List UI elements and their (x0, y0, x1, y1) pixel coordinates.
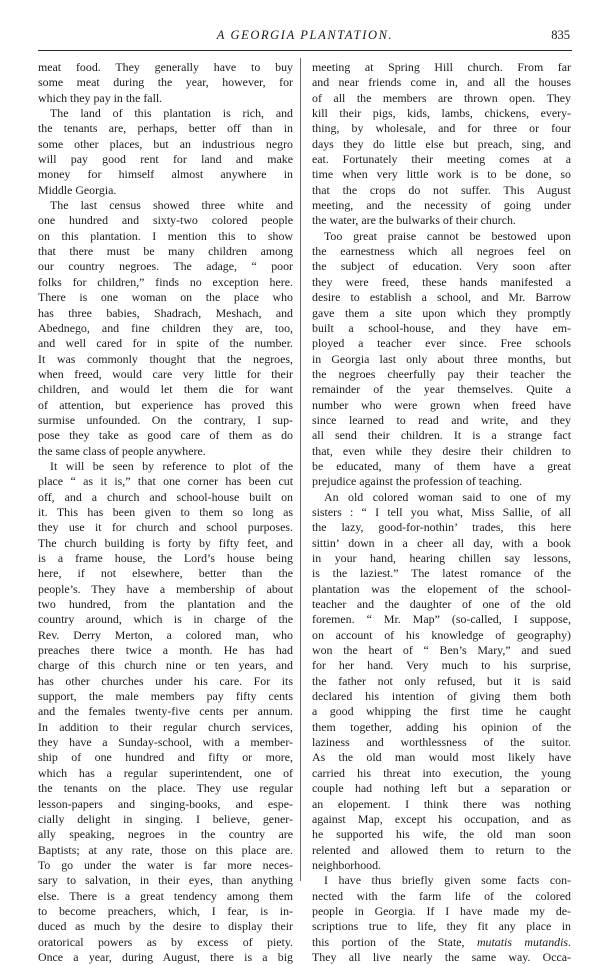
text-line: Too great praise cannot be bestowed upon (324, 228, 571, 243)
text-line: some other places, but an industrious negro (38, 136, 293, 151)
text-line: declared his intention of giving them both (312, 689, 571, 704)
text-line: desire to establish a school, and Mr. Barrow (312, 290, 571, 305)
text-line: carried his threat into execution, the young (312, 765, 571, 780)
text-line: all send their children. It is a strange fact (312, 428, 571, 443)
text-line: to become preachers, which, I fear, is in- (38, 903, 293, 918)
text-line: preaches there twice a month. He has had (38, 643, 293, 658)
text-line: that there must be many children among (38, 244, 293, 259)
text-line: one hundred and sixty-two colored people (38, 213, 293, 228)
text-line: be educated, many of them have a great (312, 458, 571, 473)
text-line: sisters : “ I tell you what, Miss Sallie, of all (312, 504, 571, 519)
text-line: It will be seen by reference to plot of the (50, 458, 293, 473)
right-column (312, 60, 571, 965)
text-line: he supported his wife, the old man soon (312, 827, 571, 842)
text-line: kill their pigs, kids, lambs, chickens, every- (312, 106, 571, 121)
text-line: gave them a site upon which they promptly (312, 305, 571, 320)
text-line: As the old man would most likely have (312, 750, 571, 765)
text-line: has other churches under his care. For its (38, 673, 293, 688)
text-line: thing, by wholesale, and for three or four (312, 121, 571, 136)
text-line: the tenants are, perhaps, better off than in (38, 121, 293, 136)
text-line: built a school-house, and they have em- (312, 320, 571, 335)
text-line: since learned to read and write, and they (312, 412, 571, 427)
text-line: ally speaking, negroes in the country are (38, 827, 293, 842)
text-line: sary to salvation, in their eyes, than anything (38, 873, 293, 888)
column-divider (300, 58, 301, 881)
text-line: will pay good rent for land and make (38, 152, 293, 167)
text-line: An old colored woman said to one of my (324, 489, 571, 504)
text-line: of all the members are thrown open. They (312, 90, 571, 105)
text-line: Baptists; at any rate, those on this place are. (38, 842, 293, 857)
text-line: children, and would let them die for want (38, 382, 293, 397)
text-line: meat food. They generally have to buy (38, 60, 293, 74)
text-line: ployed a teacher ever since. Free schools (312, 336, 571, 351)
text-line: else. There is a great tendency among them (38, 888, 293, 903)
text-line: pose they take as good care of them as do (38, 428, 293, 443)
text-line: the earnestness which all negroes feel on (312, 244, 571, 259)
left-column (38, 60, 293, 965)
text-line: which they pay in the fall. (38, 90, 163, 105)
text-line: meeting at Spring Hill church. From far (312, 60, 571, 74)
text-line: Middle Georgia. (38, 182, 117, 197)
text-line: charge of this church nine or ten years, and (38, 658, 293, 673)
text-line: foremen. “ Mr. Map” (so-called, I suppose, (312, 612, 571, 627)
text-line: for her hand. Very much to his surprise, (312, 658, 571, 673)
text-line: In addition to their regular church services, (38, 719, 293, 734)
text-line: they use it for church and school purposes. (38, 520, 293, 535)
text-line: of attention, but experience has proved this (38, 397, 293, 412)
text-line: It was commonly thought that the negroes, (38, 351, 293, 366)
text-line: nected with the farm life of the colored (312, 888, 571, 903)
text-line: the negroes cheerfully pay their teacher the (312, 366, 571, 381)
text-line: is the laziest.” The latest romance of the (312, 566, 571, 581)
text-line: they have a Sunday-school, with a member- (38, 735, 293, 750)
text-line: To go under the water is far more neces- (38, 857, 293, 872)
text-line: couple had nothing left but a separation or (312, 781, 571, 796)
text-line: in your hand, hearing chillen say lessons, (312, 551, 571, 565)
text-line: I have thus briefly given some facts con- (324, 873, 571, 888)
text-line: our country negroes. The adage, “ poor (38, 259, 293, 274)
text-line: lesson-papers and singing-books, and espe- (38, 796, 293, 811)
text-line: days they do little else but preach, sing, and (312, 136, 571, 151)
text-line: prejudice against the profession of teaching. (312, 474, 522, 489)
text-line: that the crops do not suffer. This August (312, 182, 571, 197)
text-line: duced as much by the desire to display their (38, 919, 293, 934)
text-line: the same class of people anywhere. (38, 443, 206, 458)
text-line: and the females twenty-five cents per annum. (38, 704, 293, 719)
text-line: it. This has been given to them so long as (38, 504, 293, 519)
text-line: which has a regular superintendent, one of (38, 765, 293, 780)
text-line: eat. Fortunately their meeting comes at a (312, 152, 571, 167)
text-line: number who were grown when freed have (312, 397, 571, 412)
text-line: scriptions true to life, they fit any place in (312, 919, 571, 934)
text-line: The last census showed three white and (50, 198, 293, 213)
text-line: money for himself almost anywhere in (38, 167, 293, 182)
running-title: A GEORGIA PLANTATION. (216, 28, 394, 42)
text-line: The land of this plantation is rich, and (50, 106, 293, 121)
text-line: the father not only refused, but it is said (312, 673, 571, 688)
text-line: off, and a church and school-house built on (38, 489, 293, 504)
text-line: laziness and worthlessness of the suitor. (312, 735, 571, 750)
text-line: against Map, except his occupation, and as (312, 811, 571, 826)
text-line: here, if not elsewhere, better than the (38, 566, 293, 581)
text-line: Once a year, during August, there is a big (38, 949, 293, 964)
text-line: a good whipping the first time he caught (312, 704, 571, 719)
text-line: the water, are the bulwarks of their church. (312, 213, 516, 228)
text-line: the subject of education. Very soon after (312, 259, 571, 274)
text-line: There is one woman on the place who (38, 290, 293, 305)
text-line: people’s. They have a membership of about (38, 581, 293, 596)
text-line: when freed, would care very little for their (38, 366, 293, 381)
text-line: plantation was the elopement of the school- (312, 581, 571, 596)
text-line: won the heart of “ Ben’s Mary,” and sued (312, 643, 571, 658)
running-header (38, 28, 572, 51)
text-line: ship of one hundred and fifty or more, (38, 750, 293, 765)
text-line: that, even while they desire their children to (312, 443, 571, 458)
text-line: The church building is forty by fifty feet, and (38, 535, 293, 550)
text-line: support, the male members pay fifty cents (38, 689, 293, 704)
text-line: on account of his knowledge of geography) (312, 627, 571, 642)
page-number: 835 (551, 28, 570, 42)
text-line: oratorical powers as by excess of piety. (38, 934, 293, 949)
text-line: this portion of the State, mutatis mutandis. (312, 934, 571, 949)
text-line: two hundred, from the plantation and the (38, 597, 293, 612)
text-line: place “ as it is,” that one corner has been cut (38, 474, 293, 489)
text-line: relented and allowed them to return to the (312, 842, 571, 857)
text-line: remainder of the year themselves. Quite a (312, 382, 571, 397)
text-line: the lazy, good-for-nothin’ trades, this here (312, 520, 571, 535)
text-line: is a frame house, the Lord’s house being (38, 551, 293, 565)
text-line: neighborhood. (312, 857, 382, 872)
text-line: them together, adding his opinion of the (312, 719, 571, 734)
text-line: folks for children,” finds no exception here. (38, 274, 293, 289)
text-line: on this plantation. I mention this to show (38, 228, 293, 243)
text-line: people in Georgia. If I have made my de- (312, 903, 571, 918)
text-line: cially delight in singing. I believe, gener- (38, 811, 293, 826)
text-line: and well cared for in spite of the number. (38, 336, 293, 351)
text-line: they were freed, these hands manifested a (312, 274, 571, 289)
text-line: surmise unfounded. On the contrary, I sup- (38, 412, 293, 427)
text-line: time when very little work is to be done, so (312, 167, 571, 182)
text-line: an elopement. I think there was nothing (312, 796, 571, 811)
text-line: some meat during the year, however, for (38, 75, 293, 90)
text-line: meeting, and the necessity of going under (312, 198, 571, 213)
text-line: and near friends come in, and all the houses (312, 75, 571, 90)
text-line: Abednego, and fine children they are, too, (38, 320, 293, 335)
text-line: Rev. Derry Merton, a colored man, who (38, 627, 293, 642)
text-line: teacher and the daughter of one of the old (312, 597, 571, 612)
text-line: the tenants on the place. They use regular (38, 781, 293, 796)
text-line: has three babies, Shadrach, Meshach, and (38, 305, 293, 320)
text-line: in Georgia last only about three months, but (312, 351, 571, 366)
text-line: sittin’ down in a cheer all day, with a book (312, 535, 571, 550)
text-line: country around, which is in charge of the (38, 612, 293, 627)
text-line: They all live nearly the same way. Occa- (312, 949, 571, 964)
